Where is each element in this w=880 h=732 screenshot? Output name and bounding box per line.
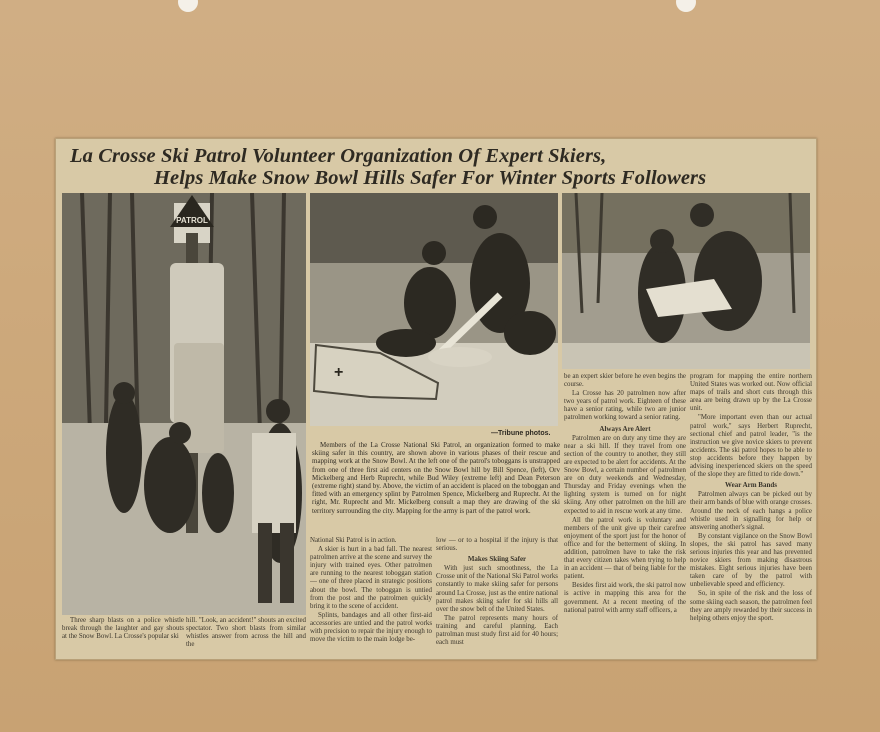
photo-caption [312, 441, 560, 515]
article-column-5 [564, 373, 686, 657]
patrol-sign-label: PATROL [176, 216, 208, 225]
article-paragraph: With just such smoothness, the La Crosse unit of the National Ski Patrol works constantly to make skiing safer for persons around La Crosse, just as the entire national patrol makes skiing safer for ski hills all over the snow belt of the United States. [436, 565, 558, 613]
article-paragraph: low — or to a hospital if the injury is that serious. [436, 537, 558, 553]
article-paragraph: By constant vigilance on the Snow Bowl slopes, the ski patrol has saved many serious injuries this year and has prevented novice skiers from making disastrous mistakes. Eight serious injuries have been taken care of by the patrol with unbelievable speed and efficiency. [690, 532, 812, 589]
article-paragraph: Splints, bandages and all other first-aid accessories are untied and the patrol works with precision to repair the injury enough to move the victim to the main lodge be- [310, 611, 432, 644]
article-column-2 [186, 617, 306, 657]
photo-credit: —Tribune photos. [491, 430, 551, 437]
headline [56, 139, 816, 191]
article-paragraph: Patrolmen always can be picked out by their arm bands of blue with orange crosses. Around the neck of each hangs a police whistle used in signalling for help or answering another's signal. [690, 491, 812, 531]
article-paragraph: La Crosse has 20 patrolmen now after two years of patrol work. Eighteen of these have a senior rating, while two are junior patrolmen working toward a senior rating. [564, 390, 686, 422]
article-paragraph: Patrolmen are on duty any time they are near a ski hill. If they travel from one section of the country to another, they still are expected to be alert for accidents. At the Snow Bowl, a certain number of patrolmen are on duty weekends and Wednesday, Thursday and Friday evenings when the lighting system is turned on for night skiing. Any other patrolmen on the hill are expected to aid in rescue work at any time. [564, 434, 686, 515]
photo-first-aid [310, 193, 558, 426]
subhead-makes-skiing-safer: Makes Skiing Safer [467, 555, 527, 564]
article-column-1 [62, 617, 184, 657]
article-paragraph: National Ski Patrol is in action. [310, 537, 397, 544]
article-paragraph: All the patrol work is voluntary and members of the unit give up their carefree enjoyment of the sport just for the honor of office and for the betterment of skiing. In addition, patrolmen have to take the risk that every citizen takes when trying to help in an accident — that of being liable for the patient. [564, 516, 686, 581]
article-column-4 [436, 537, 558, 657]
article-paragraph: program for mapping the entire northern United States was worked out. Now official maps of trails and short cuts through this area are being drawn up by the La Crosse unit. [690, 373, 812, 413]
photo-toboggan-station [62, 193, 306, 615]
binder-hole [676, 0, 696, 12]
subhead-wear-arm-bands: Wear Arm Bands [725, 481, 777, 490]
article-paragraph: "More important even than our actual patrol work," says Herbert Ruprecht, sectional chief and patrol leader, "is the instruction we give novice skiers to prevent accidents. The ski patrol hopes to be able to stop accidents before they happen by advising inexperienced skiers on the speed of the slope they are fitted to ride down." [690, 414, 812, 479]
svg-text:+: + [334, 364, 344, 381]
article-paragraph: So, in spite of the risk and the loss of some skiing each season, the patrolmen feel they are amply rewarded by their success in helping others enjoy the sport. [690, 590, 812, 622]
article-paragraph: hill. "Look, an accident!" shouts an excited spectator. Two short blasts from similar whistles answer from across the hill and the [186, 617, 306, 649]
article-paragraph: be an expert skier before he even begins the course. [564, 373, 686, 389]
newspaper-clipping [55, 138, 817, 660]
binder-hole [178, 0, 198, 12]
article-column-3 [310, 537, 432, 657]
article-column-6 [690, 373, 812, 657]
photo-caption-text: Members of the La Crosse National Ski Patrol, an organization formed to make skiing safer in this country, are shown above in various phases of their rescue and mapping work at the Snow Bowl. At the left one of the patrol's toboggans is unstrapped from one of three first aid centers on the Snow Bowl hill by Bill Spence, (left), Orv Mickelberg and Herb Ruprecht, while Bud Wiley (extreme left) and Dean Peterson (extreme right) stand by. Above, the victim of an accident is placed on the toboggan and fitted with an emergency splint by Patrolmen Spence, Mickelberg and Ruprecht. At the right, Mr. Ruprecht and Mr. Mickelberg consult a map they are drawing of the ski territory surrounding the city. Mapping for the army is part of the patrol work. [312, 441, 560, 515]
subhead-always-are-alert: Always Are Alert [599, 424, 651, 433]
article-paragraph: Three sharp blasts on a police whistle break through the laughter and gay shouts at the Snow Bowl. La Crosse's popular ski [62, 617, 184, 641]
headline-line-2: Helps Make Snow Bowl Hills Safer For Winter Sports Followers [154, 167, 707, 189]
article-paragraph: The patrol represents many hours of training and careful planning. Each patrolman must study first aid for 40 hours; each must [436, 614, 558, 647]
article-paragraph: Besides first aid work, the ski patrol now is active in mapping this area for the government. At a recent meeting of the national patrol with army staff officers, a [564, 582, 686, 614]
headline-line-1: La Crosse Ski Patrol Volunteer Organization Of Expert Skiers, [70, 145, 607, 167]
photo-mapping [562, 193, 810, 369]
article-paragraph: A skier is hurt in a bad fall. The nearest patrolmen arrive at the scene and survey the injury with trained eyes. Other patrolmen are running to the nearest toboggan station — one of three placed in strategic positions about the bowl. The toboggan is untied from the post and the patrolmen quickly bring it to the scene of accident. [310, 546, 432, 610]
